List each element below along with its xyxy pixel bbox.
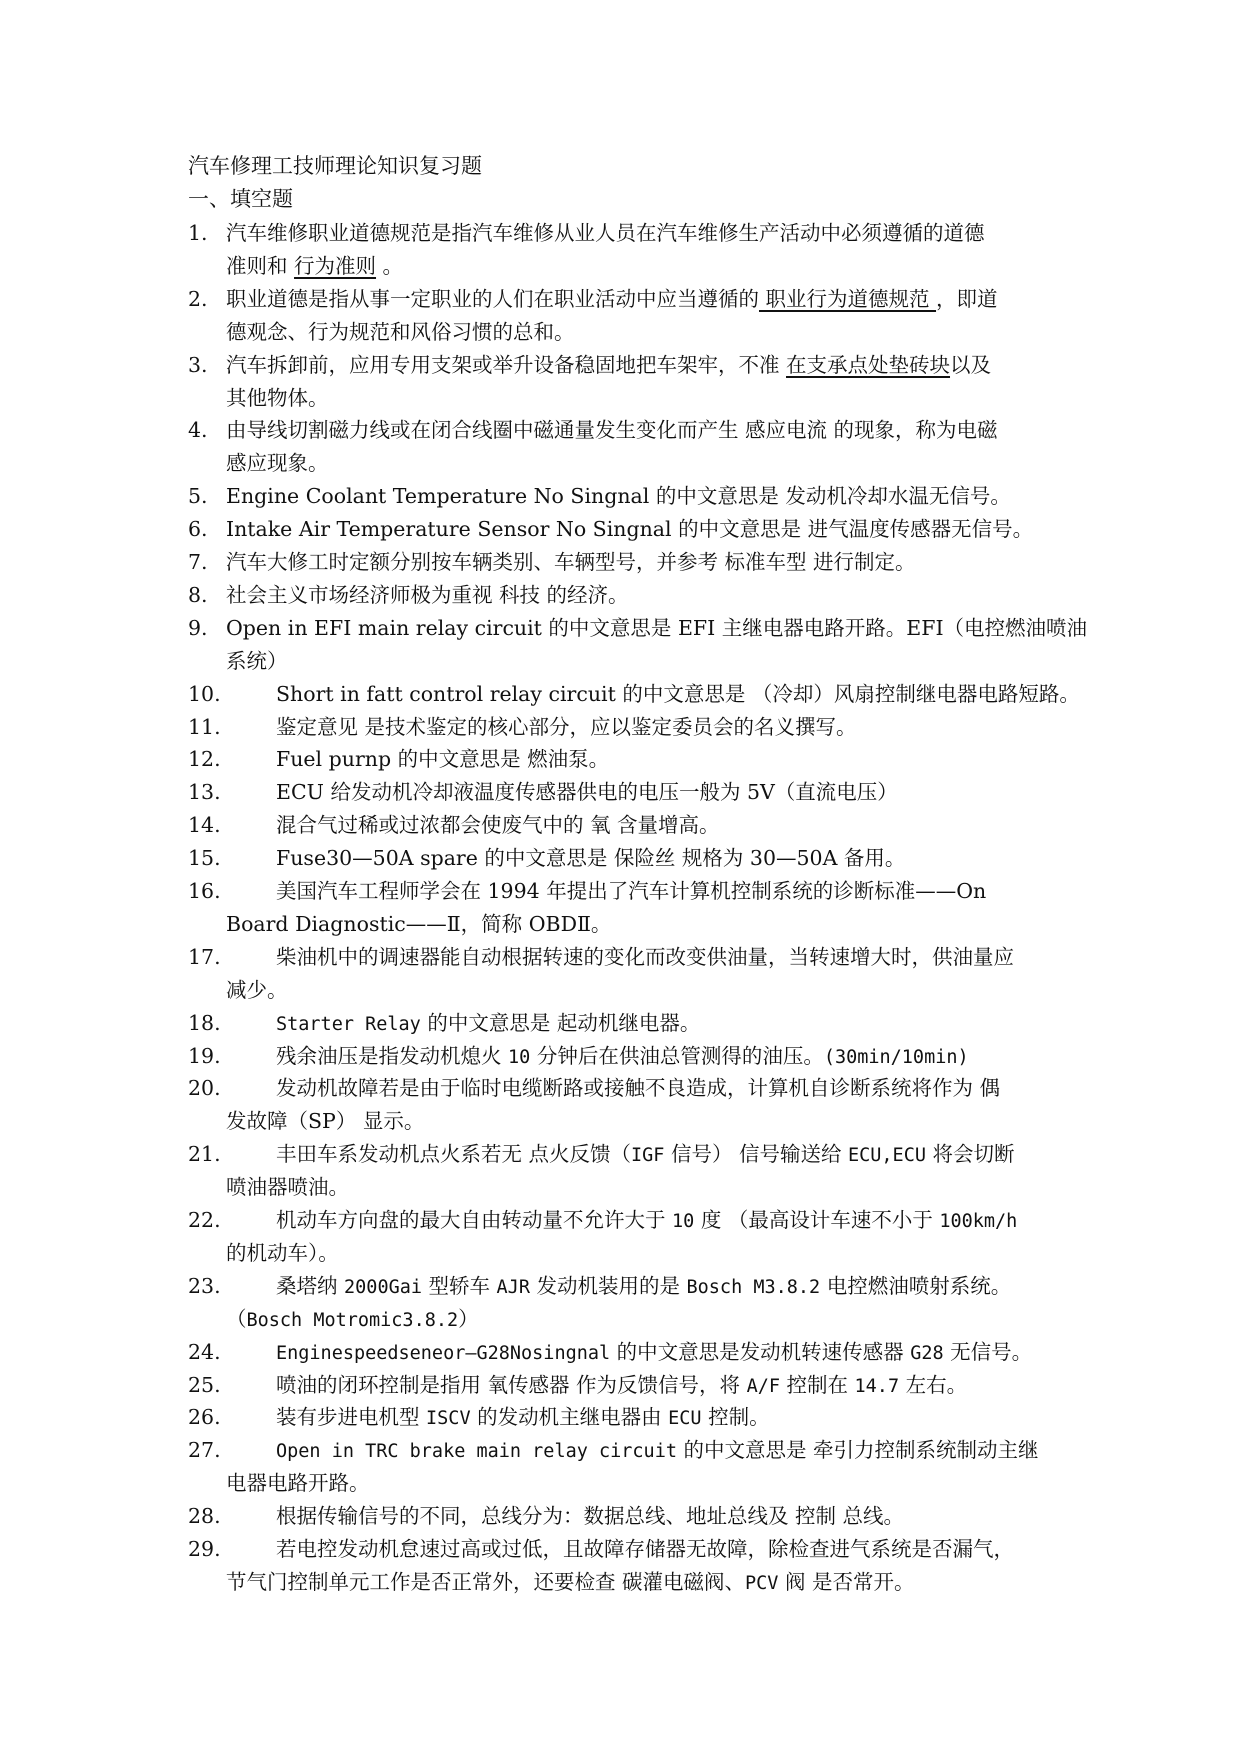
text-segment: 桑塔纳 (276, 1273, 345, 1298)
question-text (226, 613, 1087, 643)
question-text (226, 1468, 370, 1498)
text-segment: (30min/10min) (823, 1046, 969, 1068)
text-segment: 分钟后在供油总管测得的油压。 (530, 1043, 824, 1068)
text-segment: 的机动车）。 (226, 1240, 339, 1265)
text-segment: Fuel purnp 的中文意思是 燃油泵。 (276, 747, 610, 772)
text-segment: 鉴定意见 是技术鉴定的核心部分，应以鉴定委员会的名义撰写。 (276, 714, 857, 739)
text-segment: Engine Coolant Temperature No Singnal 的中文意思是 发动机冷却水温无信号。 (226, 484, 1011, 509)
text-segment: 喷油的闭环控制是指用 氧传感器 作为反馈信号，将 (276, 1372, 747, 1397)
text-segment: 阀 是否常开。 (778, 1569, 915, 1594)
question-text (226, 383, 329, 413)
question-text (276, 843, 905, 873)
question-number: 10. (188, 681, 221, 706)
text-segment: 残余油压是指发动机熄火 (276, 1043, 509, 1068)
question-number: 17. (188, 944, 221, 969)
question-text (276, 1501, 904, 1531)
text-segment: 将会切断 (925, 1142, 1015, 1167)
question-text (226, 415, 998, 445)
question-number: 2. (188, 286, 208, 311)
text-segment: 14.7 (854, 1375, 900, 1397)
text-segment: Intake Air Temperature Sensor No Singnal 的中文意思是 进气温度传感器无信号。 (226, 517, 1034, 542)
question-text (226, 448, 329, 478)
text-segment: 控制。 (701, 1405, 770, 1430)
question-text (276, 876, 986, 906)
text-segment: Fuse30—50A spare 的中文意思是 保险丝 规格为 30—50A 备用。 (276, 846, 906, 871)
text-segment: 系统） (226, 648, 288, 673)
question-number: 27. (188, 1438, 221, 1463)
question-number: 9. (188, 615, 208, 640)
question-text (226, 1106, 424, 1136)
question-text (276, 712, 857, 742)
question-number: 11. (188, 714, 221, 739)
question-number: 22. (188, 1208, 221, 1232)
text-segment: Enginespeedseneor—G28Nosingnal (276, 1342, 611, 1364)
text-segment: ECU 给发动机冷却液温度传感器供电的电压一般为 5V（直流电压） (276, 780, 898, 805)
question-text (226, 1567, 914, 1599)
question-text (226, 1238, 339, 1268)
text-segment: 无信号。 (943, 1339, 1033, 1364)
question-text (226, 1172, 349, 1202)
answer-blank: 职业行为道德规范 (759, 286, 937, 311)
text-segment: PCV (745, 1572, 779, 1594)
text-segment: 电控燃油喷射系统。 (820, 1273, 1012, 1298)
text-segment: 100km/h (939, 1211, 1018, 1232)
question-number: 13. (188, 780, 221, 805)
text-segment: Open in TRC brake main relay circuit (276, 1441, 677, 1463)
text-segment: AJR (496, 1276, 530, 1298)
text-segment: 以及 (950, 352, 992, 377)
question-number: 3. (188, 352, 208, 377)
text-segment: 感应现象。 (226, 451, 329, 476)
text-segment: 柴油机中的调速器能自动根据转速的变化而改变供油量，当转速增大时，供油量应 (276, 944, 1014, 969)
text-segment: 社会主义市场经济师极为重视 科技 的经济。 (226, 582, 629, 607)
text-segment: 控制在 (779, 1372, 855, 1397)
answer-blank: 行为准则 (294, 253, 377, 278)
question-text (276, 1534, 1014, 1564)
question-text (226, 218, 985, 248)
text-segment: 发动机故障若是由于临时电缆断路或接触不良造成，计算机自诊断系统将作为 偶 (276, 1076, 1001, 1101)
text-segment: 职业道德是指从事一定职业的人们在职业活动中应当遵循的 (226, 286, 759, 311)
text-segment: 电器电路开路。 (226, 1471, 370, 1496)
question-text (276, 777, 898, 807)
question-text (226, 580, 629, 610)
question-text (276, 1402, 770, 1434)
text-segment: 10 (672, 1211, 695, 1232)
text-segment: 根据传输信号的不同，总线分为：数据总线、地址总线及 控制 总线。 (276, 1504, 905, 1529)
text-segment: 汽车大修工时定额分别按车辆类别、车辆型号，并参考 标准车型 进行制定。 (226, 550, 916, 574)
question-number: 24. (188, 1339, 221, 1364)
question-number: 25. (188, 1372, 221, 1397)
text-segment: 。 (376, 253, 404, 278)
question-number: 29. (188, 1537, 221, 1561)
question-text (276, 1271, 1011, 1303)
text-segment: 由导线切割磁力线或在闭合线圈中磁通量发生变化而产生 感应电流 的现象，称为电磁 (226, 418, 998, 443)
text-segment: 的发动机主继电器由 (470, 1405, 669, 1430)
document-title: 汽车修理工技师理论知识复习题 (188, 154, 482, 178)
question-text (276, 744, 609, 774)
text-segment: 度 （最高设计车速不小于 (694, 1208, 940, 1232)
question-number: 23. (188, 1273, 221, 1298)
text-segment: Bosch Motromic3.8.2 (246, 1309, 459, 1331)
text-segment: 准则和 (226, 253, 295, 278)
question-text (276, 810, 720, 840)
text-segment: IGF (631, 1145, 665, 1167)
question-text (226, 317, 575, 347)
text-segment: 汽车拆卸前，应用专用支架或举升设备稳固地把车架牢，不准 (226, 352, 787, 377)
question-number: 19. (188, 1043, 221, 1068)
text-segment: 其他物体。 (226, 385, 329, 410)
question-text (226, 909, 611, 939)
question-text (276, 1041, 969, 1073)
question-number: 21. (188, 1142, 221, 1167)
text-segment: 减少。 (226, 977, 288, 1002)
text-segment: 美国汽车工程师学会在 1994 年提出了汽车计算机控制系统的诊断标准——On (276, 879, 987, 903)
text-segment: Board Diagnostic——Ⅱ，简称 OBDⅡ。 (226, 911, 612, 936)
question-number: 7. (188, 550, 208, 574)
text-segment: ISCV (426, 1408, 471, 1430)
question-text (276, 1008, 700, 1040)
text-segment: 左右。 (899, 1372, 968, 1397)
text-segment: 德观念、行为规范和风俗习惯的总和。 (226, 319, 575, 344)
question-number: 1. (188, 221, 208, 245)
text-segment: 的中文意思是 牵引力控制系统制动主继 (676, 1438, 1039, 1463)
question-number: 26. (188, 1405, 221, 1430)
text-segment: Bosch M3.8.2 (686, 1276, 821, 1298)
text-segment: 的中文意思是发动机转速传感器 (610, 1339, 911, 1364)
text-segment: G28 (910, 1342, 944, 1364)
question-text (276, 1205, 1017, 1237)
text-segment: ECU,ECU (848, 1145, 926, 1167)
question-number: 6. (188, 517, 208, 542)
text-segment: A/F (746, 1375, 780, 1397)
text-segment: Short in fatt control relay circuit 的中文意思是 （冷却）风扇控制继电器电路短路。 (276, 681, 1080, 706)
text-segment: 型轿车 (422, 1273, 497, 1298)
text-segment: 发故障（SP） 显示。 (226, 1109, 425, 1134)
question-text (276, 1073, 1000, 1103)
text-segment: 喷油器喷油。 (226, 1175, 349, 1200)
text-segment: 汽车维修职业道德规范是指汽车维修从业人员在汽车维修生产活动中必须遵循的道德 (226, 221, 985, 245)
text-segment: ，即道 (936, 286, 998, 311)
question-text (226, 1304, 479, 1336)
text-segment: 发动机装用的是 (529, 1273, 687, 1298)
text-segment: Open in EFI main relay circuit 的中文意思是 EFI 主继电器电路开路。EFI（电控燃油喷油 (226, 615, 1088, 640)
text-segment: 机动车方向盘的最大自由转动量不允许大于 (276, 1208, 673, 1232)
answer-blank: 在支承点处垫砖块 (786, 352, 951, 377)
text-segment: 装有步进电机型 (276, 1405, 427, 1430)
question-text (276, 679, 1080, 709)
question-number: 28. (188, 1504, 221, 1529)
question-text (226, 481, 1011, 511)
text-segment: ） (458, 1306, 479, 1331)
text-segment: 若电控发动机怠速过高或过低，且故障存储器无故障，除检查进气系统是否漏气， (276, 1537, 1014, 1561)
question-number: 15. (188, 846, 221, 871)
text-segment: 2000Gai (344, 1276, 422, 1298)
text-segment: （ (226, 1306, 247, 1331)
text-segment: Starter Relay (276, 1013, 421, 1035)
text-segment: 节气门控制单元工作是否正常外，还要检查 碳灌电磁阀、 (226, 1569, 746, 1594)
question-text (226, 646, 288, 676)
text-segment: 信号） 信号输送给 (664, 1142, 848, 1167)
question-number: 14. (188, 813, 221, 838)
question-number: 16. (188, 879, 221, 903)
section-heading: 一、填空题 (188, 187, 293, 211)
question-text (276, 1435, 1039, 1467)
text-segment: 的中文意思是 起动机继电器。 (420, 1010, 701, 1035)
question-text (226, 251, 403, 281)
text-segment: ECU (668, 1408, 702, 1430)
text-segment: 混合气过稀或过浓都会使废气中的 氧 含量增高。 (276, 813, 720, 838)
question-number: 12. (188, 747, 221, 772)
text-segment: 丰田车系发动机点火系若无 点火反馈（ (276, 1142, 632, 1167)
question-text (226, 284, 998, 314)
question-text (276, 1370, 967, 1402)
question-text (226, 514, 1033, 544)
text-segment: 10 (508, 1046, 531, 1068)
question-text (276, 942, 1014, 972)
question-number: 5. (188, 484, 208, 509)
question-number: 18. (188, 1010, 221, 1035)
question-text (276, 1139, 1015, 1171)
question-text (226, 975, 288, 1005)
question-number: 20. (188, 1076, 221, 1101)
question-text (276, 1337, 1032, 1369)
question-text (226, 547, 916, 577)
question-number: 4. (188, 418, 208, 443)
question-text (226, 350, 991, 380)
question-number: 8. (188, 582, 208, 607)
